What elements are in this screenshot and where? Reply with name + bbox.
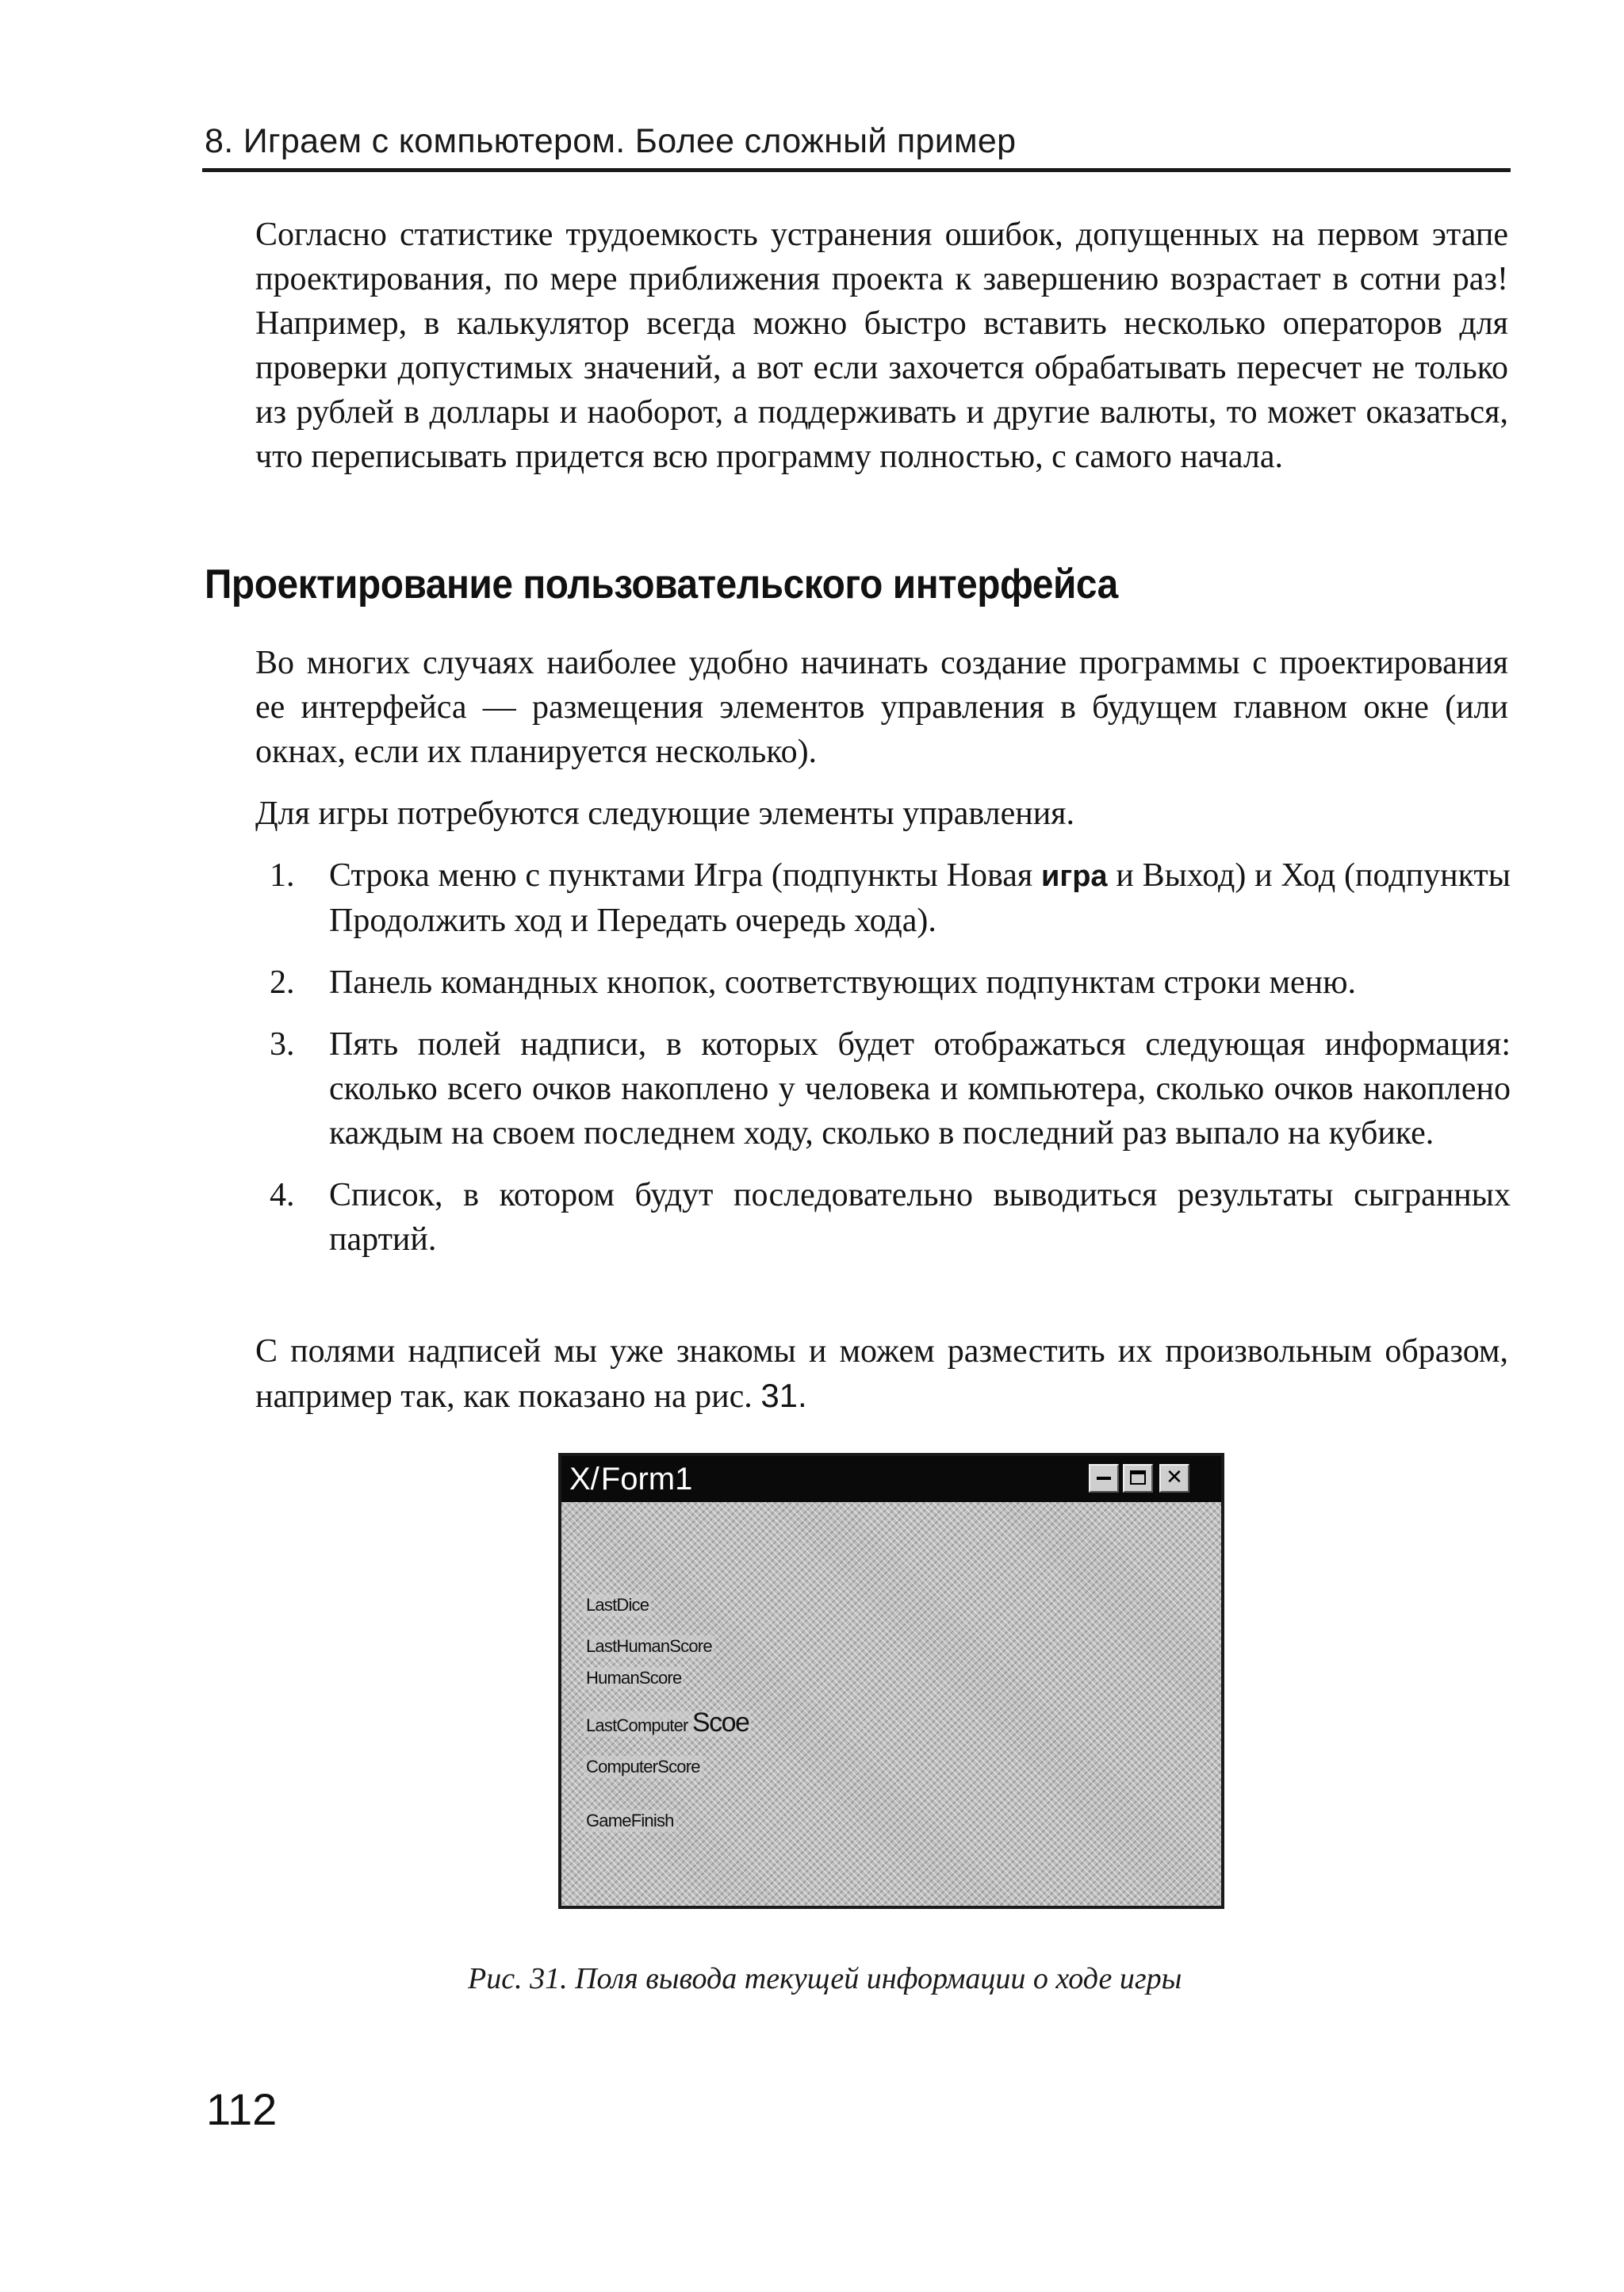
list-item-text: Строка меню с пунктами Игра (подпункты Новая [329,857,1042,894]
list-item [270,1173,1511,1262]
controls-list [270,853,1511,1279]
paragraph-controls-intro: Для игры потребуются следующие элементы управления. [255,795,1074,832]
minimize-icon [1097,1477,1111,1480]
label-human-score[interactable]: HumanScore [584,1667,684,1689]
label-computer-score[interactable]: ComputerScore [584,1756,703,1778]
list-number: 1. [270,857,295,894]
app-icon: X/ [569,1462,599,1497]
list-item-text-cont: и Выход) и Ход (подпункты Продолжить ход и Передать очередь хода). [329,857,1511,939]
close-icon: ✕ [1166,1466,1183,1489]
label-last-computer-score[interactable] [584,1708,751,1738]
running-head: 8. Играем с компьютером. Более сложный пример [205,122,1017,160]
section-heading: Проектирование пользовательского интерфейса [205,562,1118,607]
paragraph-labels-intro [255,1329,1508,1419]
window-titlebar [561,1456,1221,1502]
figure-reference: 31. [760,1377,807,1414]
window-title-text: Form1 [600,1462,693,1497]
label-last-human-score[interactable]: LastHumanScore [584,1635,714,1658]
list-item [270,960,1511,1005]
label-last-computer-score-text: LastComputer [586,1715,692,1735]
list-item-text: Панель командных кнопок, соответствующих подпунктам строки меню. [329,964,1357,1001]
paragraph-text: С полями надписей мы уже знакомы и можем разместить их произвольным образом, например так, как показано на рис. [255,1333,1508,1415]
header-rule [202,168,1511,172]
figure-caption: Рис. 31. Поля вывода текущей информации о ходе игры [468,1962,1182,1995]
paragraph-interface-design: Во многих случаях наиболее удобно начинать создание программы с проектирования ее интерфейса — размещения элементов управления в будущем главном окне (или окнах, если их планируется несколько). [255,645,1508,770]
page-number: 112 [206,2084,278,2134]
list-item-sans-fragment: игра [1041,860,1108,893]
label-game-finish[interactable]: GameFinish [584,1810,676,1832]
list-item-text: Пять полей надписи, в которых будет отображаться следующая информация: сколько всего очков накоплено у человека и компьютера, сколько очков накоплено каждым на своем последнем ходу, сколько в последний раз выпало на кубике. [329,1026,1511,1152]
maximize-icon [1130,1470,1146,1485]
list-number: 3. [270,1026,295,1063]
list-item [270,853,1511,943]
list-item-text: Список, в котором будут последовательно выводиться результаты сыгранных партий. [329,1177,1511,1258]
paragraph-statistics: Согласно статистике трудоемкость устранения ошибок, допущенных на первом этапе проектирования, по мере приближения проекта к завершению возрастает в сотни раз! Например, в калькулятор всегда можно быстро вставить несколько операторов для проверки допустимых значений, а вот если захочется обрабатывать пересчет не только из рублей в доллары и наоборот, а поддерживать и другие валюты, то может оказаться, что переписывать придется всю программу полностью, с самого начала. [255,217,1508,475]
maximize-button[interactable] [1123,1464,1153,1493]
minimize-button[interactable] [1089,1464,1119,1493]
label-last-computer-score-fragment: Scoe [691,1708,749,1738]
list-item [270,1022,1511,1156]
window-title [569,1459,692,1499]
list-number: 2. [270,964,295,1001]
label-last-dice[interactable]: LastDice [584,1594,651,1616]
close-button[interactable] [1159,1464,1189,1493]
form-window-figure [558,1453,1224,1909]
list-number: 4. [270,1177,295,1213]
